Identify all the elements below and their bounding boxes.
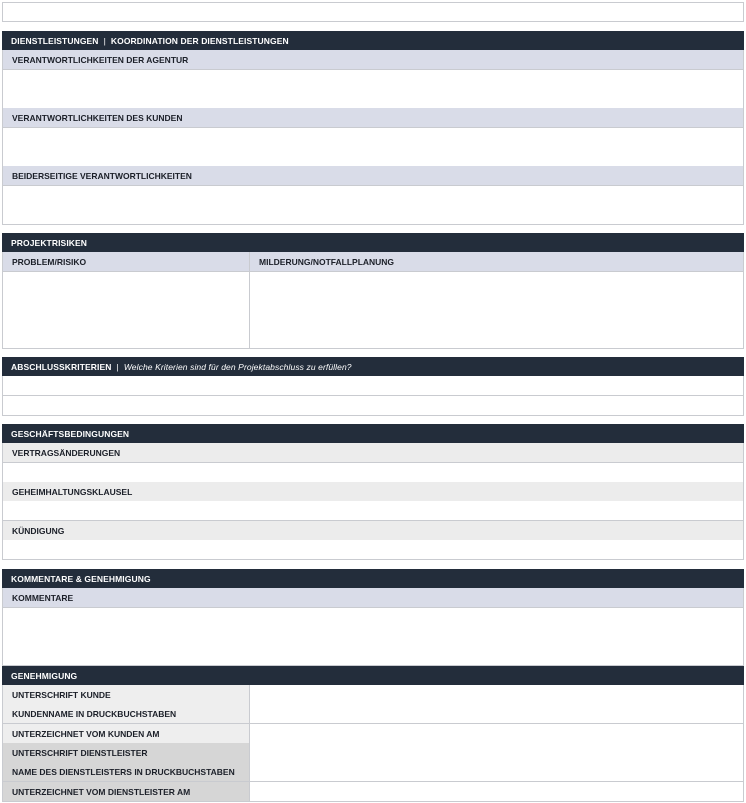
risk-row-1: [2, 272, 744, 292]
client-signature-field[interactable]: [250, 685, 743, 704]
closing-criteria-field-2[interactable]: [2, 396, 744, 416]
comments-field-2[interactable]: [2, 627, 744, 647]
client-responsibilities-field-2[interactable]: [2, 147, 744, 167]
closing-criteria-title: ABSCHLUSSKRITERIEN: [11, 362, 112, 372]
risk-mitigation-cell[interactable]: [250, 310, 743, 329]
header-separator: |: [103, 36, 106, 46]
approval-row-client-signature: [2, 685, 744, 705]
agency-responsibilities-label: VERANTWORTLICHKEITEN DER AGENTUR: [2, 50, 744, 70]
risk-row-4: [2, 329, 744, 349]
nda-clause-label: GEHEIMHALTUNGSKLAUSEL: [2, 482, 744, 502]
client-name-label: KUNDENNAME IN DRUCKBUCHSTABEN: [3, 704, 250, 723]
client-date-field[interactable]: [250, 724, 743, 743]
services-header-subtitle: KOORDINATION DER DIENSTLEISTUNGEN: [110, 36, 289, 46]
risks-section-header: PROJEKTRISIKEN: [2, 233, 744, 253]
provider-signature-label: UNTERSCHRIFT DIENSTLEISTER: [3, 743, 250, 762]
termination-label: KÜNDIGUNG: [2, 521, 744, 541]
closing-criteria-note: Welche Kriterien sind für den Projektabschluss zu erfüllen?: [123, 362, 352, 372]
client-responsibilities-label: VERANTWORTLICHKEITEN DES KUNDEN: [2, 108, 744, 128]
approval-header: GENEHMIGUNG: [2, 666, 744, 686]
comments-approval-header: KOMMENTARE & GENEHMIGUNG: [2, 569, 744, 589]
approval-row-client-date: [2, 724, 744, 744]
problem-risk-column-header: PROBLEM/RISIKO: [3, 252, 250, 271]
approval-row-client-name: [2, 704, 744, 724]
termination-field[interactable]: [2, 540, 744, 560]
header-separator: |: [116, 362, 119, 372]
client-name-field[interactable]: [250, 704, 743, 723]
comments-field-1[interactable]: [2, 608, 744, 628]
contract-changes-label: VERTRAGSÄNDERUNGEN: [2, 443, 744, 463]
services-header-title: DIENSTLEISTUNGEN: [11, 36, 99, 46]
mutual-responsibilities-field-2[interactable]: [2, 205, 744, 225]
closing-criteria-field-1[interactable]: [2, 376, 744, 396]
nda-clause-field[interactable]: [2, 501, 744, 521]
client-signature-label: UNTERSCHRIFT KUNDE: [3, 685, 250, 704]
mitigation-column-header: MILDERUNG/NOTFALLPLANUNG: [259, 256, 395, 267]
approval-row-provider-date: [2, 782, 744, 802]
risk-row-2: [2, 291, 744, 311]
comments-field-3[interactable]: [2, 646, 744, 666]
agency-responsibilities-field-2[interactable]: [2, 89, 744, 109]
provider-date-field[interactable]: [250, 782, 743, 801]
risk-problem-cell[interactable]: [3, 272, 250, 291]
mutual-responsibilities-label: BEIDERSEITIGE VERANTWORTLICHKEITEN: [2, 166, 744, 186]
provider-date-label: UNTERZEICHNET VOM DIENSTLEISTER AM: [3, 782, 250, 801]
risk-problem-cell[interactable]: [3, 310, 250, 329]
terms-section-header: GESCHÄFTSBEDINGUNGEN: [2, 424, 744, 444]
approval-row-provider-name: [2, 762, 744, 782]
risk-problem-cell[interactable]: [3, 291, 250, 310]
closing-criteria-header: [2, 357, 744, 377]
provider-name-field[interactable]: [250, 762, 743, 781]
client-date-label: UNTERZEICHNET VOM KUNDEN AM: [3, 724, 250, 743]
risk-row-3: [2, 310, 744, 330]
top-blank-field[interactable]: [2, 2, 744, 22]
client-responsibilities-field-1[interactable]: [2, 128, 744, 148]
risk-problem-cell[interactable]: [3, 329, 250, 348]
risk-mitigation-cell[interactable]: [250, 329, 743, 348]
risk-mitigation-cell[interactable]: [250, 291, 743, 310]
risks-column-headers: [2, 252, 744, 272]
approval-row-provider-signature: [2, 743, 744, 763]
provider-signature-field[interactable]: [250, 743, 743, 762]
risk-mitigation-cell[interactable]: [250, 272, 743, 291]
provider-name-label: NAME DES DIENSTLEISTERS IN DRUCKBUCHSTABEN: [3, 762, 250, 781]
comments-label: KOMMENTARE: [2, 588, 744, 608]
mutual-responsibilities-field-1[interactable]: [2, 186, 744, 206]
contract-changes-field[interactable]: [2, 463, 744, 483]
services-section-header: [2, 31, 744, 51]
agency-responsibilities-field-1[interactable]: [2, 70, 744, 90]
